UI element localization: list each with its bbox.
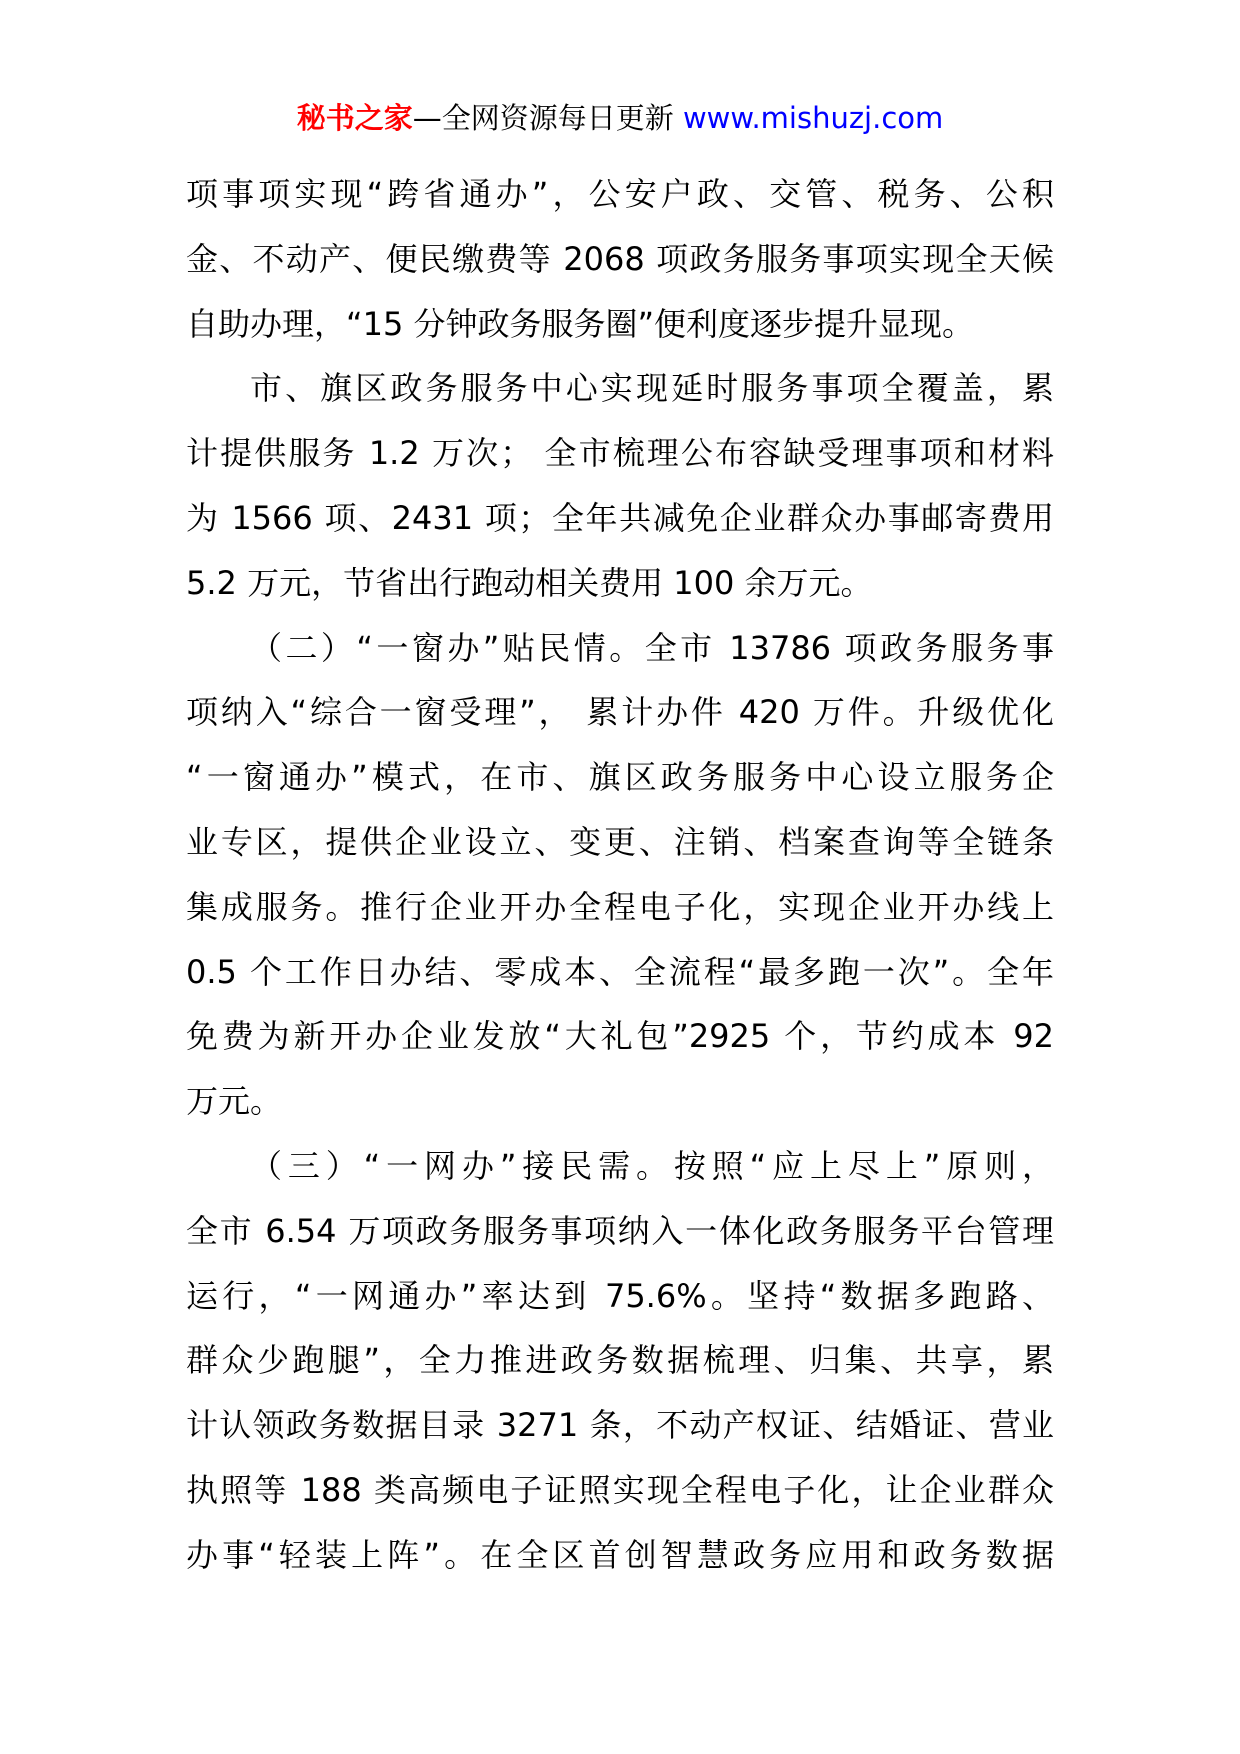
site-tagline: —全网资源每日更新 <box>412 101 683 135</box>
text-line: 项纳入“综合一窗受理”， 累计办件 420 万件。升级优化 <box>186 693 1054 732</box>
text-line: 运行，“一网通办”率达到 75.6%。坚持“数据多跑路、 <box>186 1276 1054 1315</box>
text-line: 为 1566 项、2431 项；全年共减免企业群众办事邮寄费用 <box>186 498 1054 537</box>
text-line: 金、不动产、便民缴费等 2068 项政务服务事项实现全天候 <box>186 239 1054 278</box>
text-line: 项事项实现“跨省通办”，公安户政、交管、税务、公积 <box>186 175 1054 213</box>
text-line: 全市 6.54 万项政务服务事项纳入一体化政务服务平台管理 <box>186 1211 1054 1250</box>
text-line: 业专区，提供企业设立、变更、注销、档案查询等全链条 <box>186 822 1054 861</box>
site-brand: 秘书之家 <box>296 101 413 135</box>
document-body <box>186 162 1054 1588</box>
text-line: 集成服务。推行企业开办全程电子化，实现企业开办线上 <box>186 887 1054 926</box>
text-line: “一窗通办”模式，在市、旗区政务服务中心设立服务企 <box>186 758 1054 797</box>
text-line: 计认领政务数据目录 3271 条，不动产权证、结婚证、营业 <box>186 1406 1054 1445</box>
text-line: 万元。 <box>186 1082 283 1121</box>
site-header <box>0 98 1240 138</box>
section-heading-line: （二）“一窗办”贴民情。全市 13786 项政务服务事 <box>250 628 1054 667</box>
text-line: 计提供服务 1.2 万次； 全市梳理公布容缺受理事项和材料 <box>186 434 1054 473</box>
paragraph-start-line: 市、旗区政务服务中心实现延时服务事项全覆盖，累 <box>250 369 1054 408</box>
text-line: 免费为新开办企业发放“大礼包”2925 个，节约成本 92 <box>186 1017 1054 1056</box>
text-line: 执照等 188 类高频电子证照实现全程电子化，让企业群众 <box>186 1470 1054 1509</box>
text-line: 0.5 个工作日办结、零成本、全流程“最多跑一次”。全年 <box>186 952 1054 991</box>
text-line: 自助办理，“15 分钟政务服务圈”便利度逐步提升显现。 <box>186 304 975 343</box>
site-url[interactable]: www.mishuzj.com <box>682 101 944 135</box>
text-line: 群众少跑腿”，全力推进政务数据梳理、归集、共享，累 <box>186 1341 1054 1380</box>
text-line: 办事“轻装上阵”。在全区首创智慧政务应用和政务数据 <box>186 1535 1054 1574</box>
text-line: 5.2 万元，节省出行跑动相关费用 100 余万元。 <box>186 563 873 602</box>
section-heading-line: （三）“一网办”接民需。按照“应上尽上”原则， <box>250 1146 1054 1185</box>
